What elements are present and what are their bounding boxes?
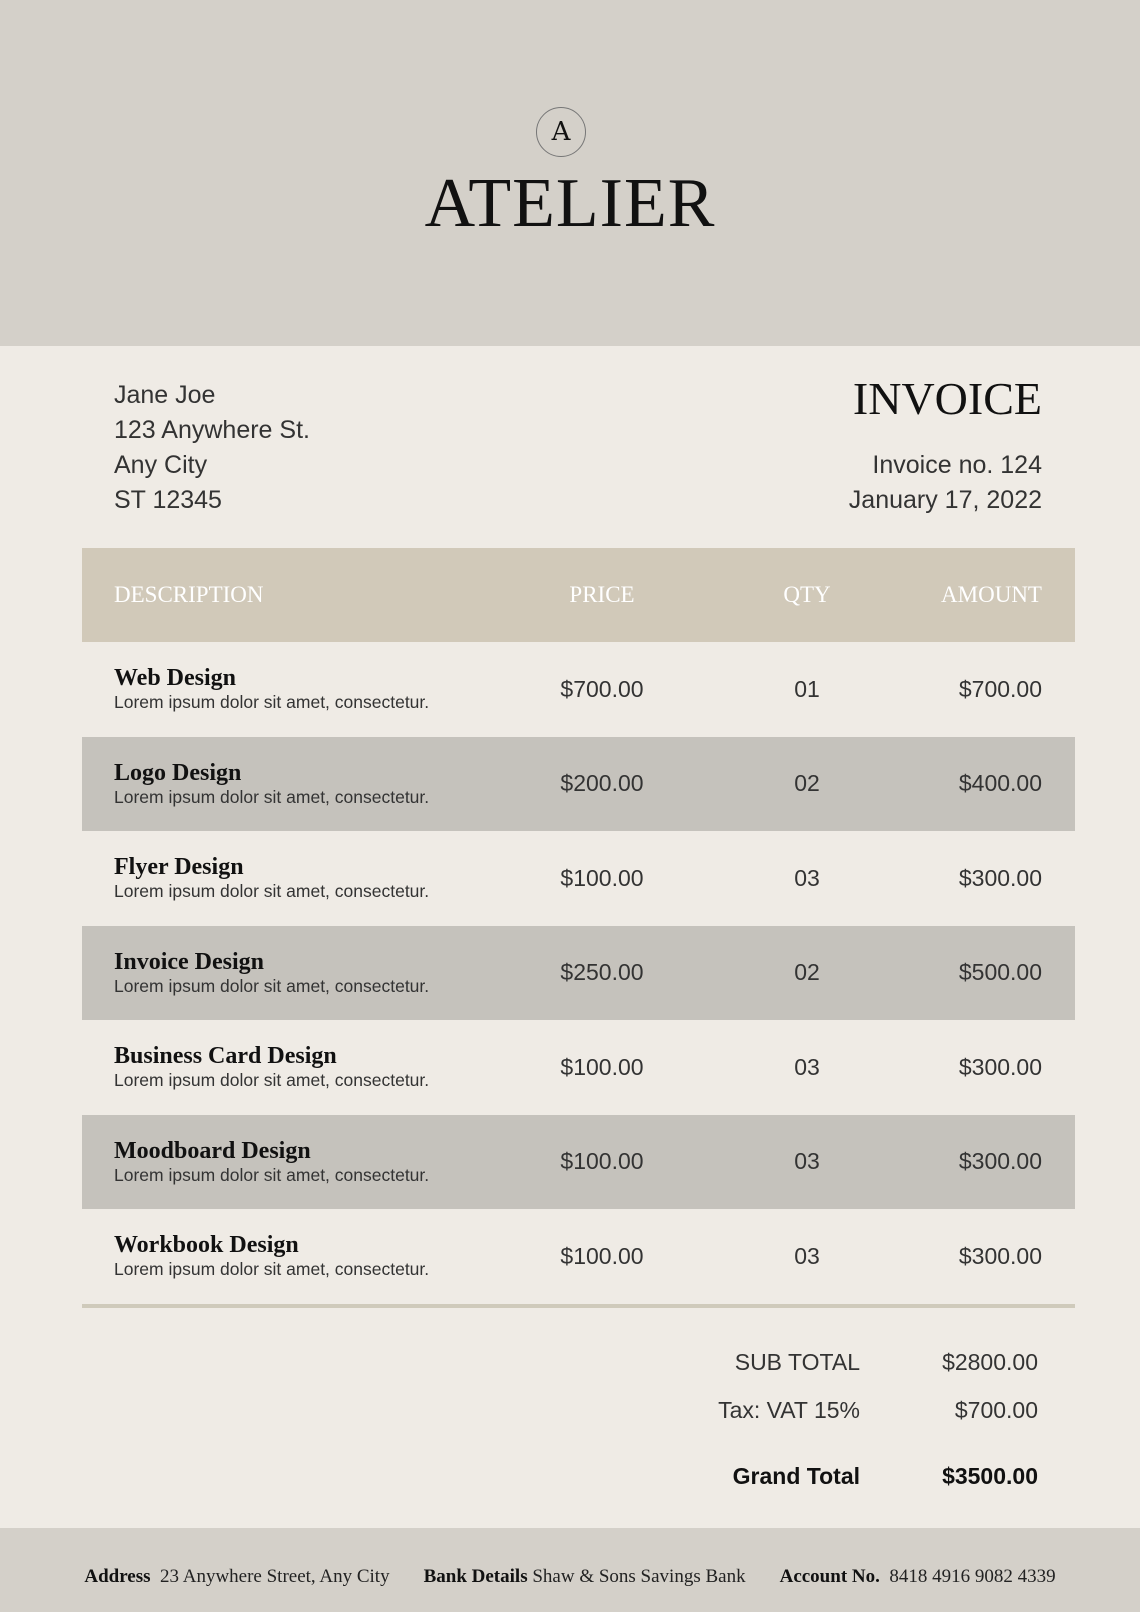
item-qty: 02 <box>794 770 820 797</box>
item-description-cell <box>82 1138 512 1186</box>
invoice-meta <box>849 448 1042 518</box>
item-desc: Lorem ipsum dolor sit amet, consectetur. <box>114 786 430 807</box>
item-name: Moodboard Design <box>114 1137 311 1164</box>
header-qty: QTY <box>783 582 831 607</box>
header-amount: AMOUNT <box>941 582 1042 607</box>
item-name: Invoice Design <box>114 948 264 975</box>
item-qty: 03 <box>794 1242 820 1269</box>
item-desc: Lorem ipsum dolor sit amet, consectetur. <box>114 1070 430 1091</box>
table-header <box>82 548 1075 642</box>
item-amount: $700.00 <box>958 675 1042 702</box>
grand-total-value: $3500.00 <box>942 1463 1038 1489</box>
footer-bank <box>424 1566 746 1588</box>
tax-label: Tax: VAT 15% <box>718 1397 860 1423</box>
item-desc: Lorem ipsum dolor sit amet, consectetur. <box>114 975 430 996</box>
item-desc: Lorem ipsum dolor sit amet, consectetur. <box>114 1164 430 1185</box>
item-price: $100.00 <box>560 864 644 891</box>
item-description-cell <box>82 1232 512 1280</box>
item-amount: $300.00 <box>958 1148 1042 1175</box>
header-price: PRICE <box>569 582 635 607</box>
item-description-cell <box>82 665 512 713</box>
address-label: Address <box>84 1566 151 1587</box>
invoice-title: INVOICE <box>852 373 1042 424</box>
item-qty: 02 <box>794 959 820 986</box>
item-name: Flyer Design <box>114 854 244 881</box>
item-name: Web Design <box>114 665 237 692</box>
invoice-date: January 17, 2022 <box>848 486 1042 514</box>
subtotal-label: SUB TOTAL <box>734 1349 860 1375</box>
item-desc: Lorem ipsum dolor sit amet, consectetur. <box>114 692 430 713</box>
item-qty: 01 <box>794 675 820 702</box>
item-amount: $300.00 <box>958 1242 1042 1269</box>
table-row <box>82 926 1075 1021</box>
item-amount: $300.00 <box>958 1053 1042 1080</box>
table-row <box>82 1020 1075 1115</box>
item-price: $700.00 <box>560 675 644 702</box>
table-row <box>82 737 1075 832</box>
item-price: $100.00 <box>560 1053 644 1080</box>
bank-value: Shaw & Sons Savings Bank <box>532 1566 746 1587</box>
subtotal-value: $2800.00 <box>942 1349 1038 1375</box>
item-price: $100.00 <box>560 1148 644 1175</box>
client-name: Jane Joe <box>114 381 216 409</box>
item-description-cell <box>82 1043 512 1091</box>
item-name: Workbook Design <box>114 1232 299 1259</box>
client-street: 123 Anywhere St. <box>114 416 310 444</box>
client-zip: ST 12345 <box>114 486 222 514</box>
account-label: Account No. <box>779 1566 880 1587</box>
item-desc: Lorem ipsum dolor sit amet, consectetur. <box>114 881 430 902</box>
invoice-number: Invoice no. 124 <box>872 451 1042 479</box>
item-amount: $300.00 <box>958 864 1042 891</box>
item-desc: Lorem ipsum dolor sit amet, consectetur. <box>114 1259 430 1280</box>
table-row <box>82 1209 1075 1304</box>
item-description-cell <box>82 854 512 902</box>
item-qty: 03 <box>794 1053 820 1080</box>
item-qty: 03 <box>794 1148 820 1175</box>
logo-monogram: A <box>536 107 586 157</box>
line-items-table <box>82 548 1075 1308</box>
item-name: Logo Design <box>114 759 242 786</box>
footer <box>0 1528 1140 1612</box>
item-description-cell <box>82 760 512 808</box>
table-bottom-rule <box>82 1304 1075 1308</box>
item-description-cell <box>82 949 512 997</box>
footer-account <box>780 1566 1056 1588</box>
item-price: $250.00 <box>560 959 644 986</box>
address-value: 23 Anywhere Street, Any City <box>160 1566 390 1587</box>
table-row <box>82 642 1075 737</box>
header-band <box>0 0 1140 346</box>
table-row <box>82 831 1075 926</box>
bank-label: Bank Details <box>423 1566 528 1587</box>
item-qty: 03 <box>794 864 820 891</box>
item-price: $200.00 <box>560 770 644 797</box>
client-address <box>114 378 310 518</box>
item-name: Business Card Design <box>114 1043 337 1070</box>
table-row <box>82 1115 1075 1210</box>
brand-name: ATELIER <box>424 165 716 242</box>
item-amount: $500.00 <box>958 959 1042 986</box>
item-price: $100.00 <box>560 1242 644 1269</box>
grand-total-label: Grand Total <box>732 1463 860 1489</box>
account-value: 8418 4916 9082 4339 <box>889 1566 1056 1587</box>
item-amount: $400.00 <box>958 770 1042 797</box>
header-description: DESCRIPTION <box>114 582 264 607</box>
client-city: Any City <box>114 451 208 479</box>
footer-address <box>84 1566 389 1588</box>
tax-value: $700.00 <box>954 1397 1038 1423</box>
